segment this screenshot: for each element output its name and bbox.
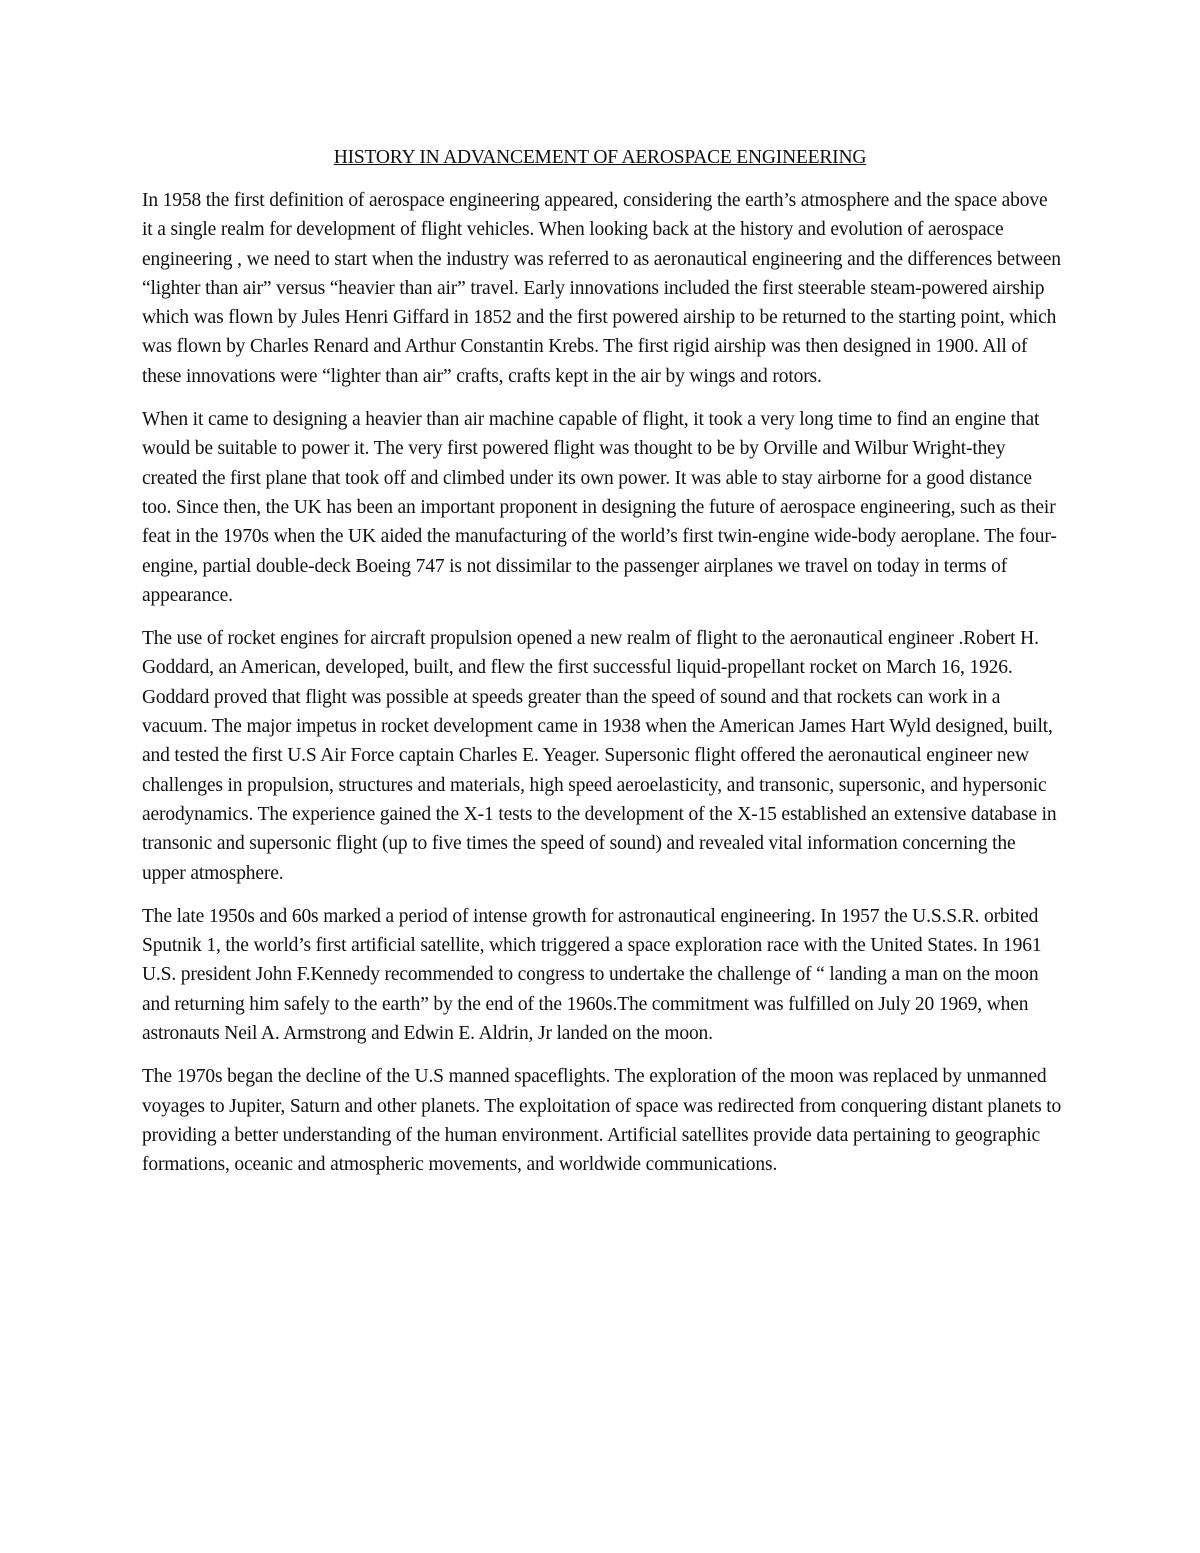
paragraph-3: The use of rocket engines for aircraft propulsion opened a new realm of flight to the aeronautical engineer .Robert H. Goddard, an American, developed, built, and flew the first successful liquid-propellant rocket on March 16, 1926. Goddard proved that flight was possible at speeds greater than the speed of sound and that rockets can work in a vacuum. The major impetus in rocket development came in 1938 when the American James Hart Wyld designed, built, and tested the first U.S Air Force captain Charles E. Yeager. Supersonic flight offered the aeronautical engineer new challenges in propulsion, structures and materials, high speed aeroelasticity, and transonic, supersonic, and hypersonic aerodynamics. The experience gained the X-1 tests to the development of the X-15 established an extensive database in transonic and supersonic flight (up to five times the speed of sound) and revealed vital information concerning the upper atmosphere. (142, 628, 1057, 884)
paragraph-5: The 1970s began the decline of the U.S manned spaceflights. The exploration of the moon was replaced by unmanned voyages to Jupiter, Saturn and other planets. The exploitation of space was redirected from conquering distant planets to providing a better understanding of the human environment. Artificial satellites provide data pertaining to geographic formations, oceanic and atmospheric movements, and worldwide communications. (142, 1066, 1062, 1176)
document-body (142, 186, 1062, 1194)
paragraph-1: In 1958 the first definition of aerospace engineering appeared, considering the earth’s atmosphere and the space above it a single realm for development of flight vehicles. When looking back at the history and evolution of aerospace engineering , we need to start when the industry was referred to as aeronautical engineering and the differences between “lighter than air” versus “heavier than air” travel. Early innovations included the first steerable steam-powered airship which was flown by Jules Henri Giffard in 1852 and the first powered airship to be returned to the starting point, which was flown by Charles Renard and Arthur Constantin Krebs. The first rigid airship was then designed in 1900. All of these innovations were “lighter than air” crafts, crafts kept in the air by wings and rotors. (142, 190, 1061, 387)
paragraph-2: When it came to designing a heavier than air machine capable of flight, it took a very long time to find an engine that would be suitable to power it. The very first powered flight was thought to be by Orville and Wilbur Wright-they created the first plane that took off and climbed under its own power. It was able to stay airborne for a good distance too. Since then, the UK has been an important proponent in designing the future of aerospace engineering, such as their feat in the 1970s when the UK aided the manufacturing of the world’s first twin-engine wide-body aeroplane. The four-engine, partial double-deck Boeing 747 is not dissimilar to the passenger airplanes we travel on today in terms of appearance. (142, 409, 1057, 606)
paragraph-4: The late 1950s and 60s marked a period of intense growth for astronautical engineering. In 1957 the U.S.S.R. orbited Sputnik 1, the world’s first artificial satellite, which triggered a space exploration race with the United States. In 1961 U.S. president John F.Kennedy recommended to congress to undertake the challenge of “ landing a man on the moon and returning him safely to the earth” by the end of the 1960s.The commitment was fulfilled on July 20 1969, when astronauts Neil A. Armstrong and Edwin E. Aldrin, Jr landed on the moon. (142, 905, 1042, 1045)
document-title: HISTORY IN ADVANCEMENT OF AEROSPACE ENGINEERING (333, 147, 867, 168)
